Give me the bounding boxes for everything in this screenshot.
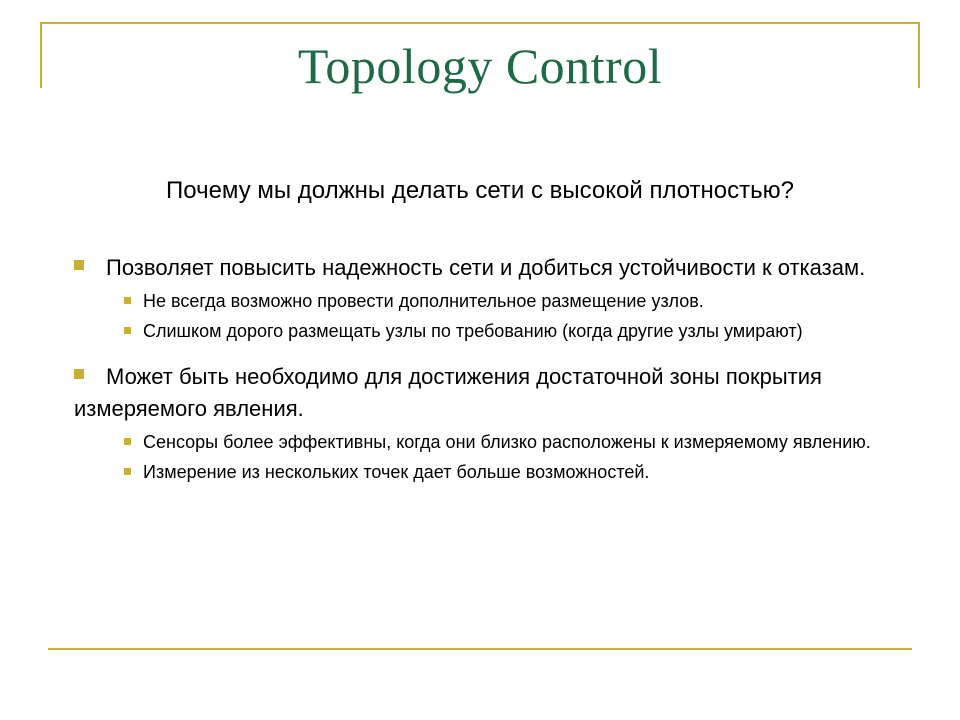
bullet-level1 xyxy=(74,252,894,284)
square-bullet-icon xyxy=(124,468,131,475)
slide-title: Topology Control xyxy=(297,38,663,94)
frame-top-line xyxy=(40,22,920,24)
bullet-level1 xyxy=(74,361,894,425)
sub-bullet-text: Слишком дорого размещать узлы по требованию (когда другие узлы умирают) xyxy=(143,321,803,341)
square-bullet-icon xyxy=(124,327,131,334)
bullet-text: Позволяет повысить надежность сети и добиться устойчивости к отказам. xyxy=(106,255,866,280)
bullet-item xyxy=(74,252,894,345)
bullet-text: Может быть необходимо для достижения достаточной зоны покрытия измеряемого явления. xyxy=(74,364,822,421)
square-bullet-icon xyxy=(74,369,84,379)
square-bullet-icon xyxy=(124,438,131,445)
sub-bullet-text: Не всегда возможно провести дополнительное размещение узлов. xyxy=(143,291,704,311)
frame-bottom-line xyxy=(48,648,912,650)
square-bullet-icon xyxy=(124,297,131,304)
bullet-level2 xyxy=(124,429,894,456)
bullet-level2 xyxy=(124,459,894,486)
sub-bullet-list xyxy=(74,288,894,345)
sub-bullet-text: Измерение из нескольких точек дает больше возможностей. xyxy=(143,462,650,482)
bullet-level2 xyxy=(124,318,894,345)
slide-question: Почему мы должны делать сети с высокой плотностью? xyxy=(166,177,794,204)
sub-bullet-list xyxy=(74,429,894,486)
bullet-list xyxy=(74,252,894,489)
square-bullet-icon xyxy=(74,260,84,270)
sub-bullet-text: Сенсоры более эффективны, когда они близко расположены к измеряемому явлению. xyxy=(143,432,871,452)
bullet-level2 xyxy=(124,288,894,315)
bullet-item xyxy=(74,361,894,486)
